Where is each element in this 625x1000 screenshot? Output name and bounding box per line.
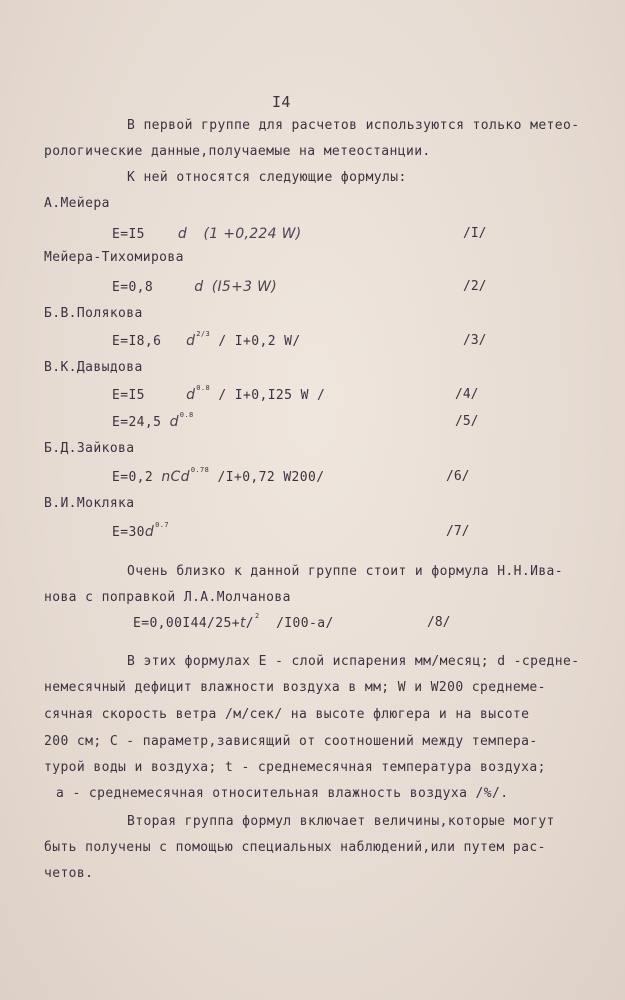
page-number: I4 [272,93,291,111]
formula-number: /7/ [446,524,470,539]
paragraph-line: четов. [44,866,94,881]
paragraph-line: немесячный дефицит влажности воздуха в мм; W и W200 среднеме- [44,680,546,695]
formula-expression: E=I5 d (1 +0,224 W) [112,226,302,242]
formula-number: /6/ [446,469,470,484]
formula-number: /5/ [455,414,479,429]
paragraph-line: В первой группе для расчетов используются только метео- [127,118,580,133]
paragraph-line: турой воды и воздуха; t - среднемесячная температура воздуха; [44,760,546,775]
paragraph-line: сячная скорость ветра /м/сек/ на высоте флюгера и на высоте [44,707,530,722]
paragraph-line: Вторая группа формул включает величины,которые могут [127,814,555,829]
formula-expression: $E=30d^{0.7}$ [112,521,169,540]
formula-expression: E=I5 $d^{0.8} / I+0,I25$ W / [112,384,326,403]
paragraph-line: нова с поправкой Л.А.Молчанова [44,590,291,605]
formula-author: Б.В.Полякова [44,306,143,321]
formula-author: В.К.Давыдова [44,360,143,375]
paragraph-line: Очень близко к данной группе стоит и формула Н.Н.Ива- [127,564,564,579]
formula-number: /I/ [463,226,487,241]
formula-author: Б.Д.Зайкова [44,441,135,456]
formula-number: /8/ [427,615,451,630]
formula-expression: E=0,00I44/25+t/$^2$ /I00-a/ [133,612,334,631]
formula-expression: E=0,8 d (I5+3 W) [112,279,277,295]
paragraph-line: В этих формулах E - слой испарения мм/месяц; d -средне- [127,654,580,669]
formula-author: Мейера-Тихомирова [44,250,184,265]
paragraph-line: К ней относятся следующие формулы: [127,170,407,185]
paragraph-line: рологические данные,получаемые на метеостанции. [44,144,431,159]
paragraph-line: 200 см; C - параметр,зависящий от соотношений между темпера- [44,734,538,749]
paragraph-line: a - среднемесячная относительная влажность воздуха /%/. [56,786,509,801]
formula-number: /4/ [455,387,479,402]
formula-expression: E=24,5 $d^{0.8}$ [112,411,194,430]
formula-author: В.И.Мокляка [44,496,135,511]
formula-number: /2/ [463,279,487,294]
formula-expression: E=0,2 nCd$^{0.78}$ /I+0,72 W200/ [112,466,325,485]
formula-expression: E=I8,6 $d^{2/3} / I+0,2$ W/ [112,330,301,349]
paragraph-line: быть получены с помощью специальных наблюдений,или путем рас- [44,840,546,855]
formula-number: /3/ [463,333,487,348]
formula-author: А.Мейера [44,196,110,211]
